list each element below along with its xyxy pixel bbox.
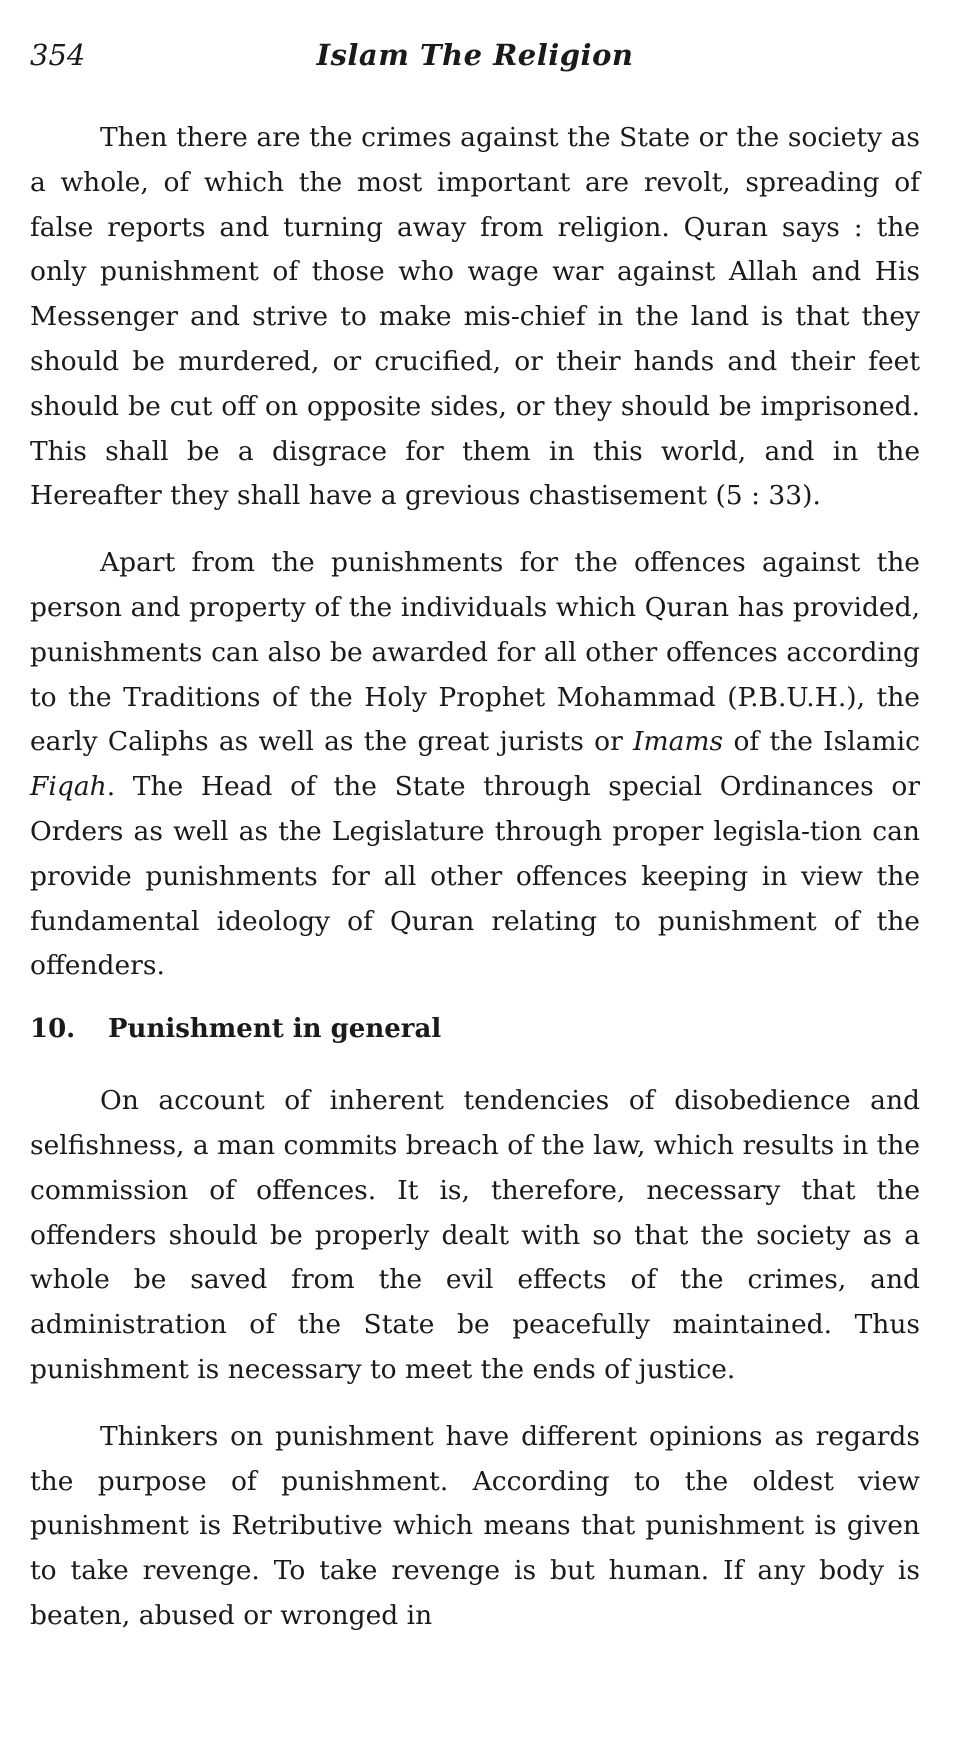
running-title: Islam The Religion	[316, 38, 634, 72]
paragraph-inherent-tendencies: On account of inherent tendencies of disobedience and selfishness, a man commits breach of the law, which results in the commission of offences. It is, therefore, necessary that the offenders should be properly dealt with so that the society as a whole be saved from the evil effects of the crimes, and administration of the State be peacefully maintained. Thus punishment is necessary to meet the ends of justice.	[30, 1085, 920, 1385]
paragraph-text: Apart from the punishments for the offences against the person and property of the individuals which Quran has provided, punishments can also be awarded for all other offences according to the Traditions of the Holy Prophet Mohammad (P.B.U.H.), the early Caliphs as well as the great jurists or	[30, 547, 920, 758]
paragraph-text: . The Head of the State through special Ordinances or Orders as well as the Legislature through proper legisla-tion can provide punishments for all other offences keeping in view the fundamental ideology of Quran relating to punishment of the offenders.	[30, 771, 920, 982]
section-title: Punishment in general	[108, 1014, 442, 1045]
page-number: 354	[30, 38, 86, 72]
paragraph-crimes-against-state: Then there are the crimes against the State or the society as a whole, of which the most important are revolt, spreading of false reports and turning away from religion. Quran says : the only punishment of those who wage war against Allah and His Messenger and strive to make mis-chief in the land is that they should be murdered, or crucified, or their hands and their feet should be cut off on opposite sides, or they should be imprisoned. This shall be a disgrace for them in this world, and in the Hereafter they shall have a grevious chastisement (5 : 33).	[30, 122, 920, 512]
italic-term-imams: Imams	[633, 726, 724, 758]
paragraph-other-offences	[30, 541, 920, 989]
italic-term-fiqah: Fiqah	[30, 771, 107, 803]
paragraph-thinkers-on-punishment: Thinkers on punishment have different opinions as regards the purpose of punishment. According to the oldest view punishment is Retributive which means that punishment is given to take revenge. To take revenge is but human. If any body is beaten, abused or wronged in	[30, 1420, 920, 1631]
paragraph-text: of the Islamic	[723, 726, 920, 758]
page-header	[30, 38, 920, 86]
section-number: 10.	[30, 1014, 76, 1045]
section-heading	[30, 1011, 920, 1047]
